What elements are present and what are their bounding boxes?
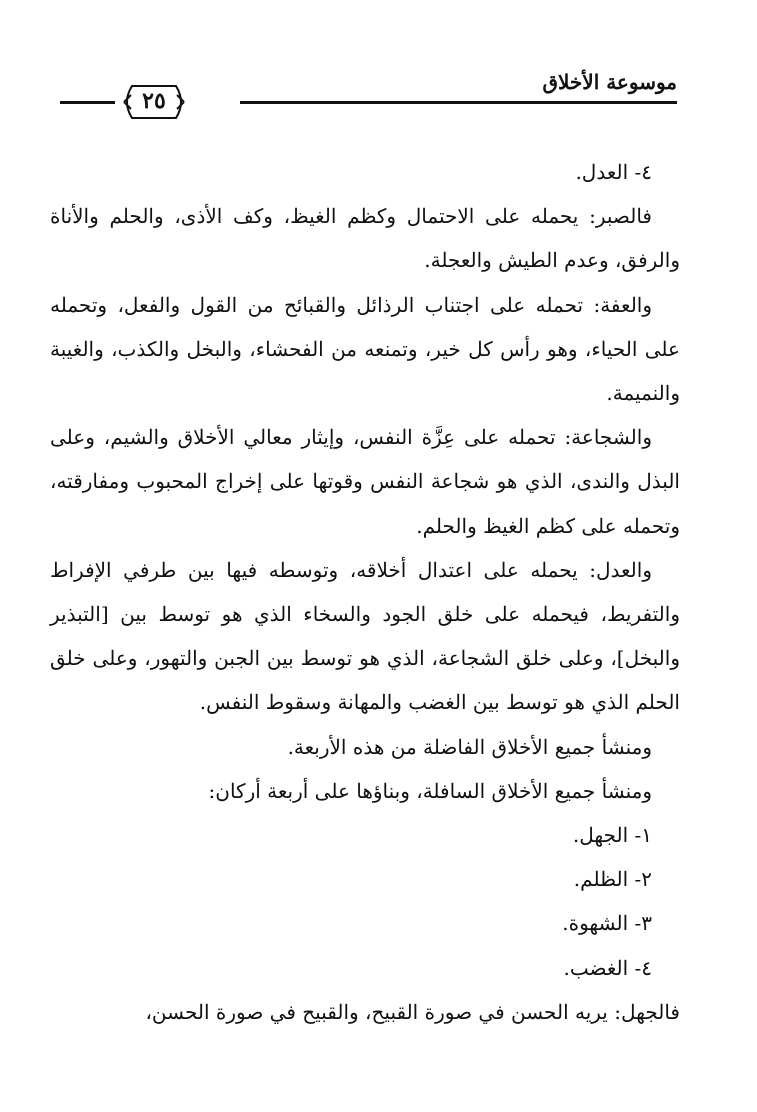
- page-body: [50, 150, 680, 1050]
- paragraph-origin-vices: ومنشأ جميع الأخلاق السافلة، وبناؤها على أربعة أركان:: [208, 778, 652, 803]
- paragraph-patience: فالصبر: يحمله على الاحتمال وكظم الغيظ، وكف الأذى، والحلم والأناة والرفق، وعدم الطيش والعجلة.: [50, 204, 680, 273]
- list-item: ٤- العدل.: [575, 160, 652, 184]
- paragraph-ignorance: فالجهل: يريه الحسن في صورة القبيح، والقبيح في صورة الحسن،: [145, 999, 680, 1024]
- running-title: موسوعة الأخلاق: [542, 70, 677, 94]
- paragraph-justice: والعدل: يحمله على اعتدال أخلاقه، وتوسطه فيها بين طرفي الإفراط والتفريط، فيحمله على خلق الجود والسخاء الذي هو توسط بين [التبذير والبخل]، وعلى خلق الشجاعة، الذي هو توسط بين الجبن والتهور، وعلى خلق الحلم الذي هو توسط بين الغضب والمهانة وسقوط النفس.: [50, 557, 680, 715]
- list-item: ٣- الشهوة.: [562, 911, 652, 936]
- paragraph-courage: والشجاعة: تحمله على عِزَّة النفس، وإيثار معالي الأخلاق والشيم، وعلى البذل والندى، الذي هو شجاعة النفس وقوتها على إخراج المحبوب ومفارقته، وتحمله على كظم الغيظ والحلم.: [50, 425, 680, 538]
- list-item: ٢- الظلم.: [573, 867, 652, 892]
- paragraph-origin-virtues: ومنشأ جميع الأخلاق الفاضلة من هذه الأربعة.: [287, 734, 652, 759]
- page-number: ٢٥: [142, 88, 166, 114]
- page-header: [55, 70, 677, 140]
- page-number-frame: [120, 84, 188, 120]
- paragraph-chastity: والعفة: تحمله على اجتناب الرذائل والقبائح من القول والفعل، وتحمله على الحياء، وهو رأس كل خير، وتمنعه من الفحشاء، والبخل والكذب، والغيبة والنميمة.: [50, 292, 680, 406]
- list-item: ١- الجهل.: [572, 823, 652, 848]
- header-rule-left: [60, 101, 115, 104]
- header-rule-right: [240, 101, 677, 104]
- list-item: ٤- الغضب.: [563, 955, 652, 980]
